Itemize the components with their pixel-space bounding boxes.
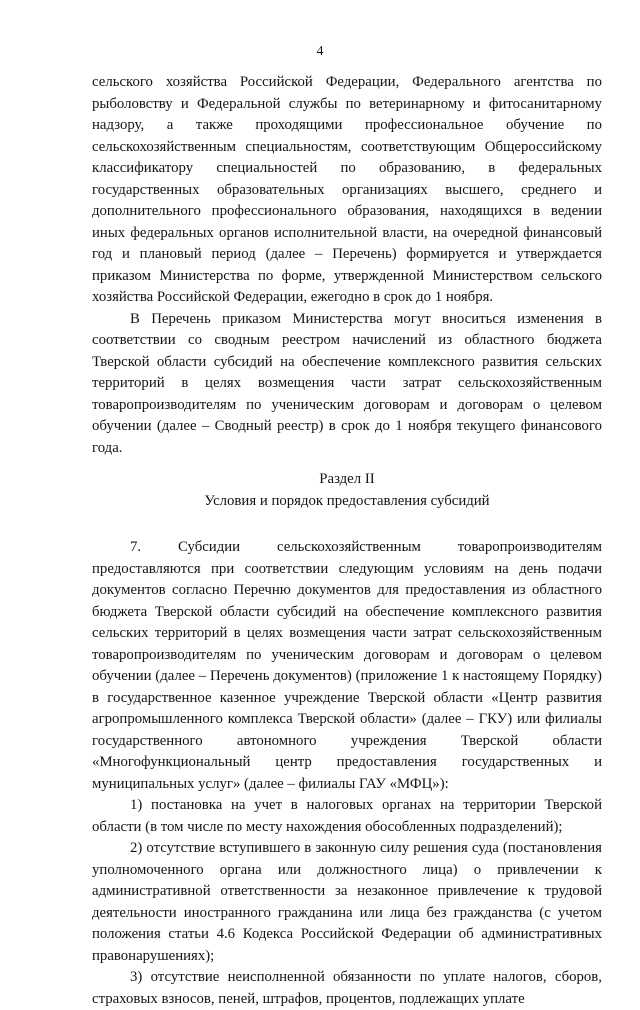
paragraph-continuation: сельского хозяйства Российской Федерации, Федерального агентства по рыболовству и Федеральной службы по ветеринарному и фитосанитарному надзору, а также проходящими профессиональное обучение по сельскохозяйственным специальностям, соответствующим Общероссийскому классификатору специальностей по образованию, в федеральных государственных образовательных организациях высшего, среднего и дополнительного профессионального образования, находящихся в ведении иных федеральных органов исполнительной власти, на очередной финансовый год и плановый период (далее – Перечень) формируется и утверждается приказом Министерства по форме, утвержденной Министерством сельского хозяйства Российской Федерации, ежегодно в срок до 1 ноября. bbox=[92, 74, 602, 305]
paragraph-perechen-changes: В Перечень приказом Министерства могут вноситься изменения в соответствии со сводным реестром начислений из областного бюджета Тверской области субсидий на обеспечение комплексного развития сельских территорий в целях возмещения части затрат сельскохозяйственным товаропроизводителям по ученическим договорам и договорам о целевом обучении (далее – Сводный реестр) в срок до 1 ноября текущего финансового года. bbox=[92, 310, 602, 456]
paragraph-condition-1: 1) постановка на учет в налоговых органах на территории Тверской области (в том числе по месту нахождения обособленных подразделений); bbox=[92, 797, 602, 835]
section-title: Раздел II bbox=[319, 471, 375, 487]
paragraph-item-7: 7. Субсидии сельскохозяйственным товаропроизводителям предоставляются при соответствии следующим условиям на день подачи документов согласно Перечню документов для предоставления из областного бюджета Тверской области субсидий на обеспечение комплексного развития сельских территорий в целях возмещения части затрат сельскохозяйственным товаропроизводителям по ученическим договорам и договорам о целевом обучении (далее – Перечень документов) (приложение 1 к настоящему Порядку) в государственное казенное учреждение Тверской области «Центр развития агропромышленного комплекса Тверской области» (далее – ГКУ) или филиалы государственного автономного учреждения Тверской области «Многофункциональный центр предоставления государственных и муниципальных услуг» (далее – филиалы ГАУ «МФЦ»): bbox=[92, 539, 602, 792]
document-body bbox=[92, 72, 602, 1010]
section-subtitle: Условия и порядок предоставления субсидий bbox=[204, 492, 490, 509]
paragraph-condition-2: 2) отсутствие вступившего в законную силу решения суда (постановления уполномоченного органа или должностного лица) о привлечении к административной ответственности за незаконное привлечение к трудовой деятельности иностранного гражданина или лица без гражданства (с учетом положения статьи 4.6 Кодекса Российской Федерации об административных правонарушениях); bbox=[92, 840, 602, 964]
page-number: 4 bbox=[316, 44, 324, 59]
paragraph-condition-3: 3) отсутствие неисполненной обязанности по уплате налогов, сборов, страховых взносов, пеней, штрафов, процентов, подлежащих уплате bbox=[92, 969, 602, 1007]
